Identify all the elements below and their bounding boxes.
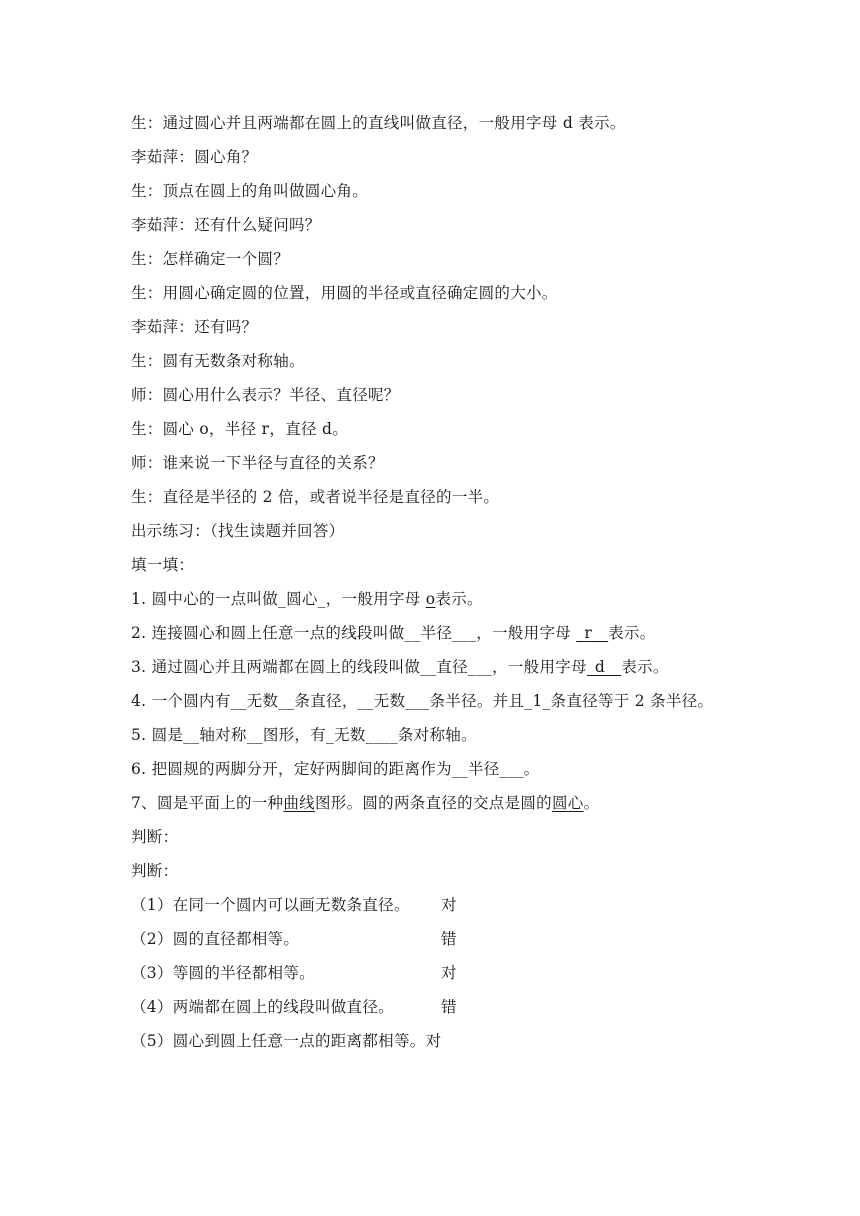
dialogue-line: 生：圆心 o，半径 r，直径 d。: [131, 420, 349, 438]
fill-heading: 填一填：: [131, 556, 195, 574]
judge-answer: 错: [441, 998, 457, 1016]
dialogue-line: 李茹萍：还有吗？: [131, 318, 258, 336]
fill-question-4: 4. 一个圆内有__无数__条直径，__无数___条半径。并且_1_条直径等于 2 条半径。: [131, 692, 714, 710]
judge-item: [131, 1024, 741, 1058]
dialogue-line: 师：谁来说一下半径与直径的关系？: [131, 454, 384, 472]
fill-q1-answer: o: [425, 590, 436, 608]
dialogue-line: 生：顶点在圆上的角叫做圆心角。: [131, 182, 369, 200]
fill-q7-text-b: 图形。圆的两条直径的交点是圆的: [314, 794, 552, 812]
exercise-intro: 出示练习：（找生读题并回答）: [131, 522, 345, 540]
fill-q7-answer-2: 圆心: [552, 794, 584, 812]
judge-answer: 对: [425, 1032, 442, 1050]
dialogue-line: 李茹萍：圆心角？: [131, 148, 258, 166]
judge-item: [131, 990, 741, 1024]
fill-q7-answer-1: 曲线: [283, 794, 315, 812]
judge-heading: 判断：: [131, 828, 179, 846]
document-body: [131, 106, 741, 1058]
dialogue-line: 生：怎样确定一个圆？: [131, 250, 290, 268]
judge-answer: 对: [441, 896, 457, 914]
fill-question-7: [131, 786, 741, 820]
judge-item: [131, 956, 741, 990]
dialogue-line: 师：圆心用什么表示？半径、直径呢？: [131, 386, 400, 404]
fill-question-5: 5. 圆是__轴对称__图形，有_无数____条对称轴。: [131, 726, 477, 744]
fill-q3-text-a: 3. 通过圆心并且两端都在圆上的线段叫做__直径___，一般用字母: [131, 658, 587, 676]
judge-answer: 对: [441, 964, 457, 982]
judge-item: [131, 888, 741, 922]
judge-statement: （3）等圆的半径都相等。: [131, 964, 315, 982]
fill-question-1: [131, 582, 741, 616]
fill-q2-text-a: 2. 连接圆心和圆上任意一点的线段叫做__半径___，一般用字母: [131, 624, 577, 642]
judge-answer: 错: [441, 930, 457, 948]
judge-heading: 判断：: [131, 862, 179, 880]
judge-statement: （2）圆的直径都相等。: [131, 930, 300, 948]
fill-q2-answer: _r__: [576, 624, 609, 642]
dialogue-line: 生：圆有无数条对称轴。: [131, 352, 305, 370]
dialogue-line: 生：直径是半径的 2 倍，或者说半径是直径的一半。: [131, 488, 500, 506]
fill-q1-text-b: 表示。: [435, 590, 483, 608]
judge-statement: （4）两端都在圆上的线段叫做直径。: [131, 998, 394, 1016]
fill-q1-text-a: 1. 圆中心的一点叫做_圆心_，一般用字母: [131, 590, 426, 608]
judge-statement: （5）圆心到圆上任意一点的距离都相等。: [131, 1032, 426, 1050]
fill-q3-text-b: 表示。: [621, 658, 669, 676]
fill-q7-text-a: 7、圆是平面上的一种: [131, 794, 284, 812]
dialogue-line: 李茹萍：还有什么疑问吗？: [131, 216, 321, 234]
fill-question-6: 6. 把圆规的两脚分开，定好两脚间的距离作为__半径___。: [131, 760, 540, 778]
dialogue-line: 生：用圆心确定圆的位置，用圆的半径或直径确定圆的大小。: [131, 284, 558, 302]
fill-q2-text-b: 表示。: [608, 624, 656, 642]
fill-q3-answer: _d__: [586, 658, 622, 676]
fill-q7-text-c: 。: [583, 794, 600, 812]
fill-question-3: [131, 650, 741, 684]
fill-question-2: [131, 616, 741, 650]
judge-item: [131, 922, 741, 956]
judge-statement: （1）在同一个圆内可以画无数条直径。: [131, 896, 410, 914]
dialogue-line: 生：通过圆心并且两端都在圆上的直线叫做直径，一般用字母 d 表示。: [131, 114, 626, 132]
